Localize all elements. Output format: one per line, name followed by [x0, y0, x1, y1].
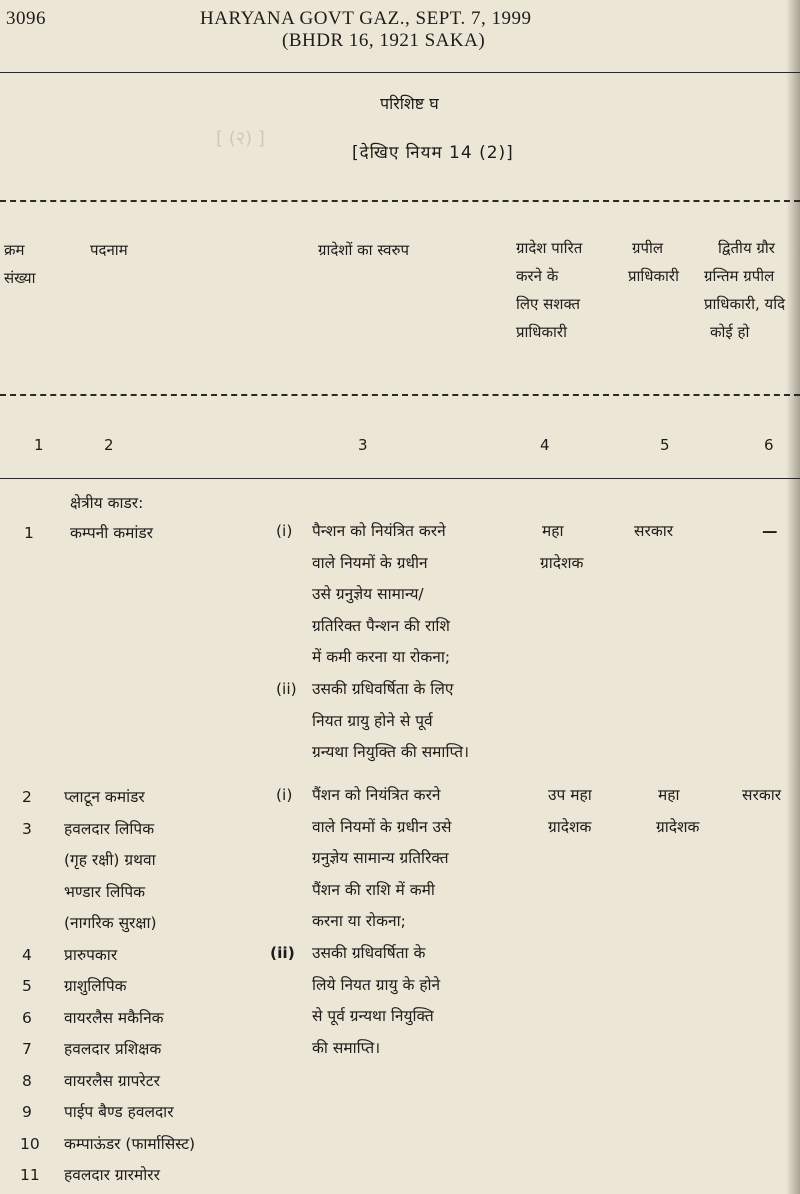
col-header-authority: ग्रादेश पारित करने के लिए सशक्त प्राधिकारी [516, 239, 583, 341]
appellate-authority: महा ग्रादेशक [656, 786, 700, 836]
header-rule [0, 72, 800, 73]
row-designations [64, 782, 195, 1192]
appellate-authority: सरकार [634, 522, 674, 540]
col-header-nature-of-orders: ग्रादेशों का स्वरुप [318, 241, 410, 259]
row-designation: ग्राशुलिपिक [64, 977, 127, 995]
col-number: 3 [358, 436, 368, 454]
appendix-reference: [देखिए नियम 14 (2)] [352, 143, 514, 163]
col-number: 2 [104, 436, 114, 454]
appendix-title: परिशिष्ट घ [380, 94, 439, 113]
row-designation: भण्डार लिपिक [64, 882, 146, 901]
order-text: पैन्शन को नियंत्रित करने वाले नियमों के ग्रधीन उसे ग्रनुज्ञेय सामान्य/ ग्रतिरिक्त पैन्शन की राशि में कमी करना या रोकना; [312, 522, 451, 666]
order-text: उसकी ग्रधिवर्षिता के लिये नियत ग्रायु के होने से पूर्व ग्रन्यथा नियुक्ति की समाप्ति। [312, 944, 441, 1057]
row-designation: (गृह रक्षी) ग्रथवा [64, 851, 156, 869]
col-header-designation: पदनाम [90, 241, 128, 259]
order-marker: (ii) [276, 680, 297, 698]
row-designation: हवलदार प्रशिक्षक [64, 1040, 162, 1058]
row-designation: पाईप बैण्ड हवलदार [64, 1103, 174, 1121]
col-number: 6 [764, 436, 774, 454]
order-marker: (ii) [270, 944, 295, 962]
ordering-authority: उप महा ग्रादेशक [548, 786, 592, 836]
table-top-rule [0, 200, 800, 202]
gazette-date-line: (BHDR 16, 1921 SAKA) [282, 30, 486, 51]
col-header-serial: क्रम संख्या [4, 241, 36, 287]
row-number: 1 [24, 524, 34, 542]
col-number: 5 [660, 436, 670, 454]
col-header-second-appellate: द्वितीय ग्रौर ग्रन्तिम ग्रपील प्राधिकारी, यदि कोई हो [704, 239, 786, 341]
order-marker: (i) [276, 786, 293, 804]
row-designation: वायरलैस ग्रापरेटर [64, 1071, 160, 1090]
section-heading: क्षेत्रीय काडर: [70, 494, 144, 512]
col-header-appellate-authority: ग्रपील प्राधिकारी [628, 239, 679, 285]
ordering-authority: महा ग्रादेशक [540, 522, 584, 572]
col-number: 4 [540, 436, 550, 454]
row-designation: वायरलैस मकैनिक [64, 1008, 164, 1027]
row-designation: हवलदार लिपिक [64, 819, 155, 838]
gazette-title: HARYANA GOVT GAZ., SEPT. 7, 1999 [200, 8, 532, 29]
scan-edge-shadow [786, 0, 800, 1194]
row-designation: हवलदार ग्रारमोरर [64, 1166, 160, 1184]
order-text: पैंशन को नियंत्रित करने वाले नियमों के ग्रधीन उसे ग्रनुज्ञेय सामान्य ग्रतिरिक्त पैंशन की राशि में कमी करना या रोकना; [312, 786, 452, 930]
table-header-rule [0, 394, 800, 396]
row-designation: प्लाटून कमांडर [64, 788, 145, 806]
order-marker: (i) [276, 522, 293, 540]
second-appellate-authority: — [762, 522, 778, 540]
second-appellate-authority: सरकार [742, 786, 782, 804]
row-designation: प्रारुपकार [64, 945, 118, 964]
row-designation: कम्पाऊंडर (फार्मासिस्ट) [64, 1134, 196, 1153]
col-number: 1 [34, 436, 44, 454]
page-number: 3096 [6, 8, 46, 29]
row-designation: (नागरिक सुरक्षा) [64, 914, 157, 932]
order-text: उसकी ग्रधिवर्षिता के लिए नियत ग्रायु होने से पूर्व ग्रन्यथा नियुक्ति की समाप्ति। [312, 680, 469, 761]
row-designation: कम्पनी कमांडर [70, 524, 154, 542]
table-body-rule [0, 478, 800, 479]
show-through-text: [ (२) ] [216, 128, 265, 149]
row-numbers: 2 3 4 5 6 7 8 9 10 11 [20, 788, 40, 1184]
